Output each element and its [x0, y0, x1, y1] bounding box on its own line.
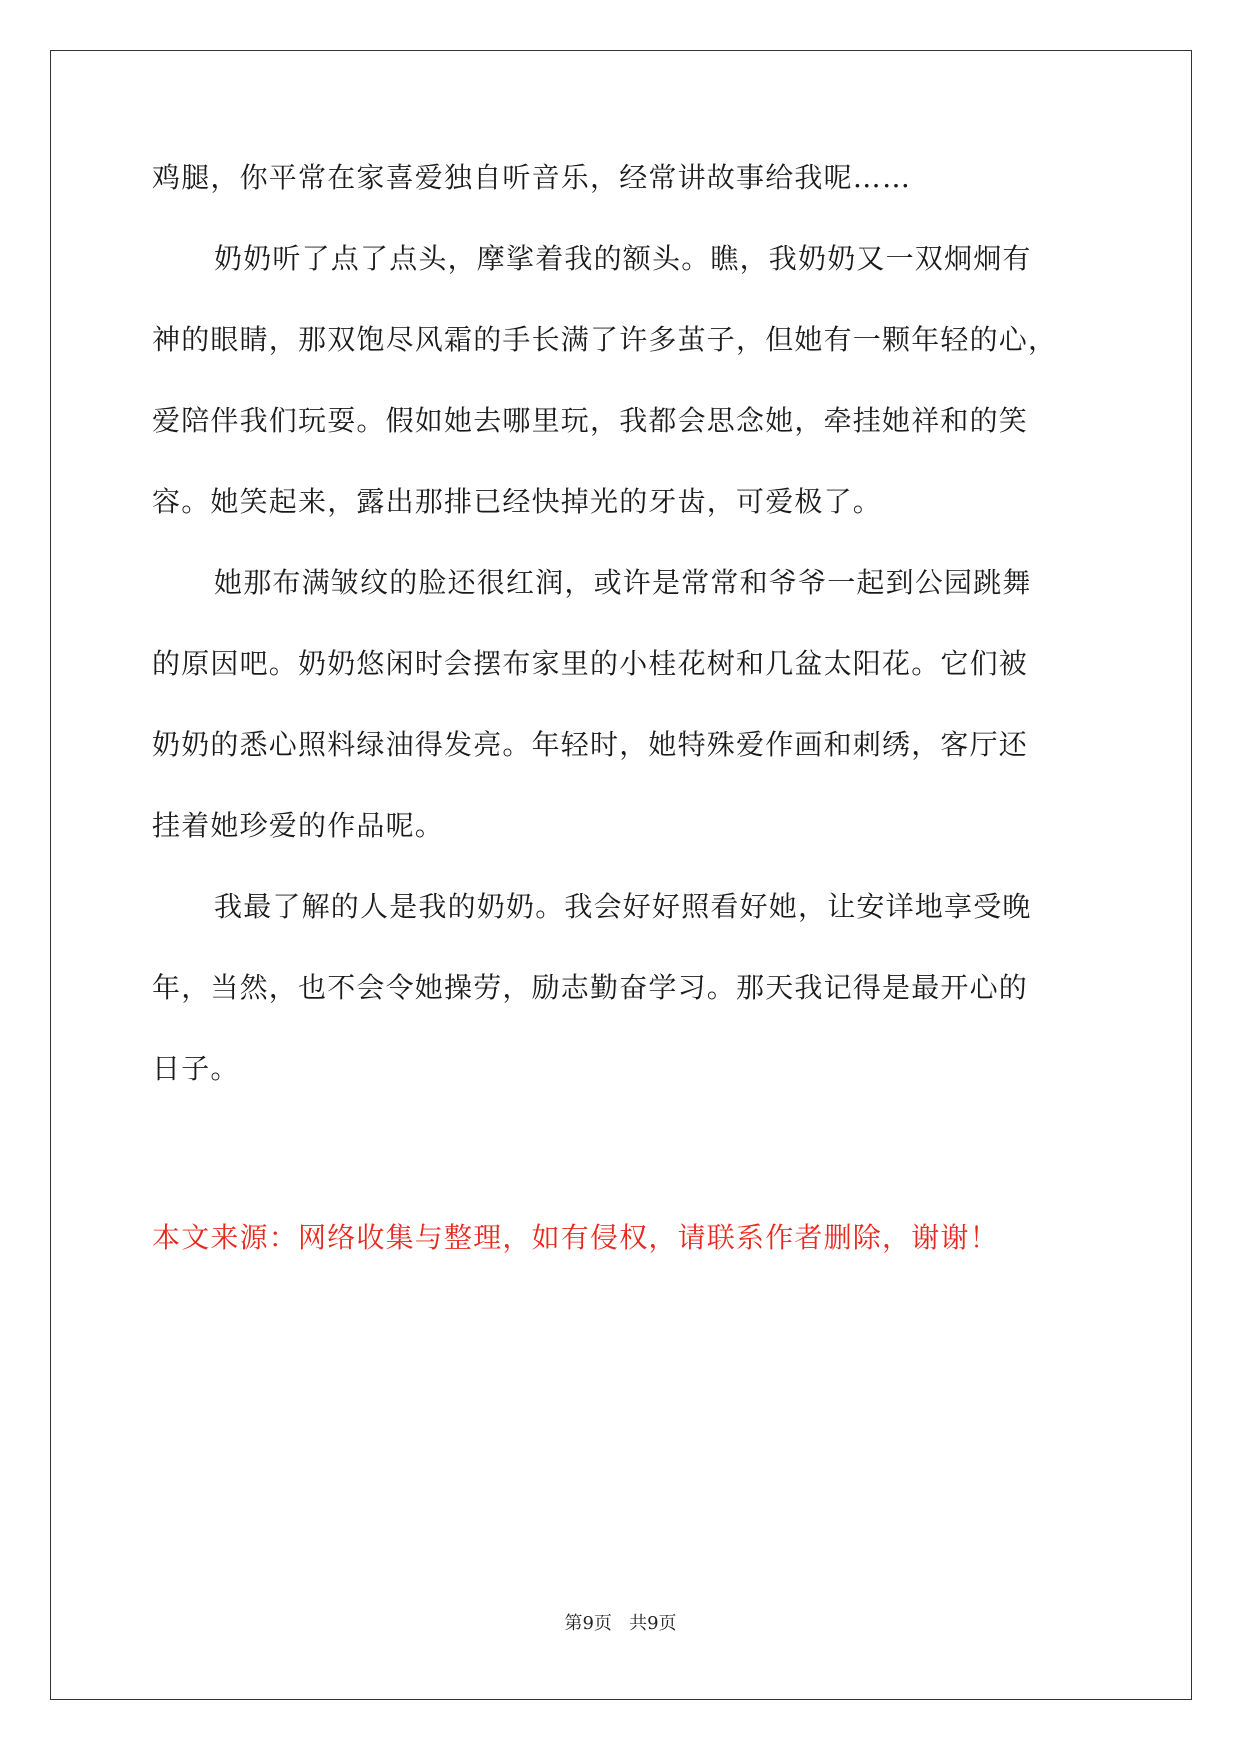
- total-pages-label: 共9页: [629, 1613, 677, 1634]
- text-line: 神的眼睛，那双饱尽风霜的手长满了许多茧子，但她有一颗年轻的心，: [152, 323, 1058, 356]
- text-line: 年，当然，也不会令她操劳，励志勤奋学习。那天我记得是最开心的: [152, 971, 1029, 1004]
- text-line: 爱陪伴我们玩耍。假如她去哪里玩，我都会思念她，牵挂她祥和的笑: [152, 404, 1029, 437]
- text-line: 挂着她珍爱的作品呢。: [152, 809, 445, 842]
- text-line: 奶奶的悉心照料绿油得发亮。年轻时，她特殊爱作画和刺绣，客厅还: [152, 728, 1029, 761]
- document-body: [152, 158, 1092, 1130]
- page-footer: [0, 1612, 1241, 1636]
- text-line: 日子。: [152, 1052, 240, 1085]
- source-note: 本文来源：网络收集与整理，如有侵权，请联系作者删除，谢谢！: [152, 1221, 999, 1254]
- text-line: 的原因吧。奶奶悠闲时会摆布家里的小桂花树和几盆太阳花。它们被: [152, 647, 1029, 680]
- text-line: 她那布满皱纹的脸还很红润，或许是常常和爷爷一起到公园跳舞: [214, 566, 1032, 599]
- text-line: 容。她笑起来，露出那排已经快掉光的牙齿，可爱极了。: [152, 485, 883, 518]
- text-line: 鸡腿，你平常在家喜爱独自听音乐，经常讲故事给我呢……: [152, 161, 912, 194]
- current-page-label: 第9页: [564, 1613, 612, 1634]
- text-line: 奶奶听了点了点头，摩挲着我的额头。瞧，我奶奶又一双炯炯有: [214, 242, 1032, 275]
- text-line: 我最了解的人是我的奶奶。我会好好照看好她，让安详地享受晚: [214, 890, 1032, 923]
